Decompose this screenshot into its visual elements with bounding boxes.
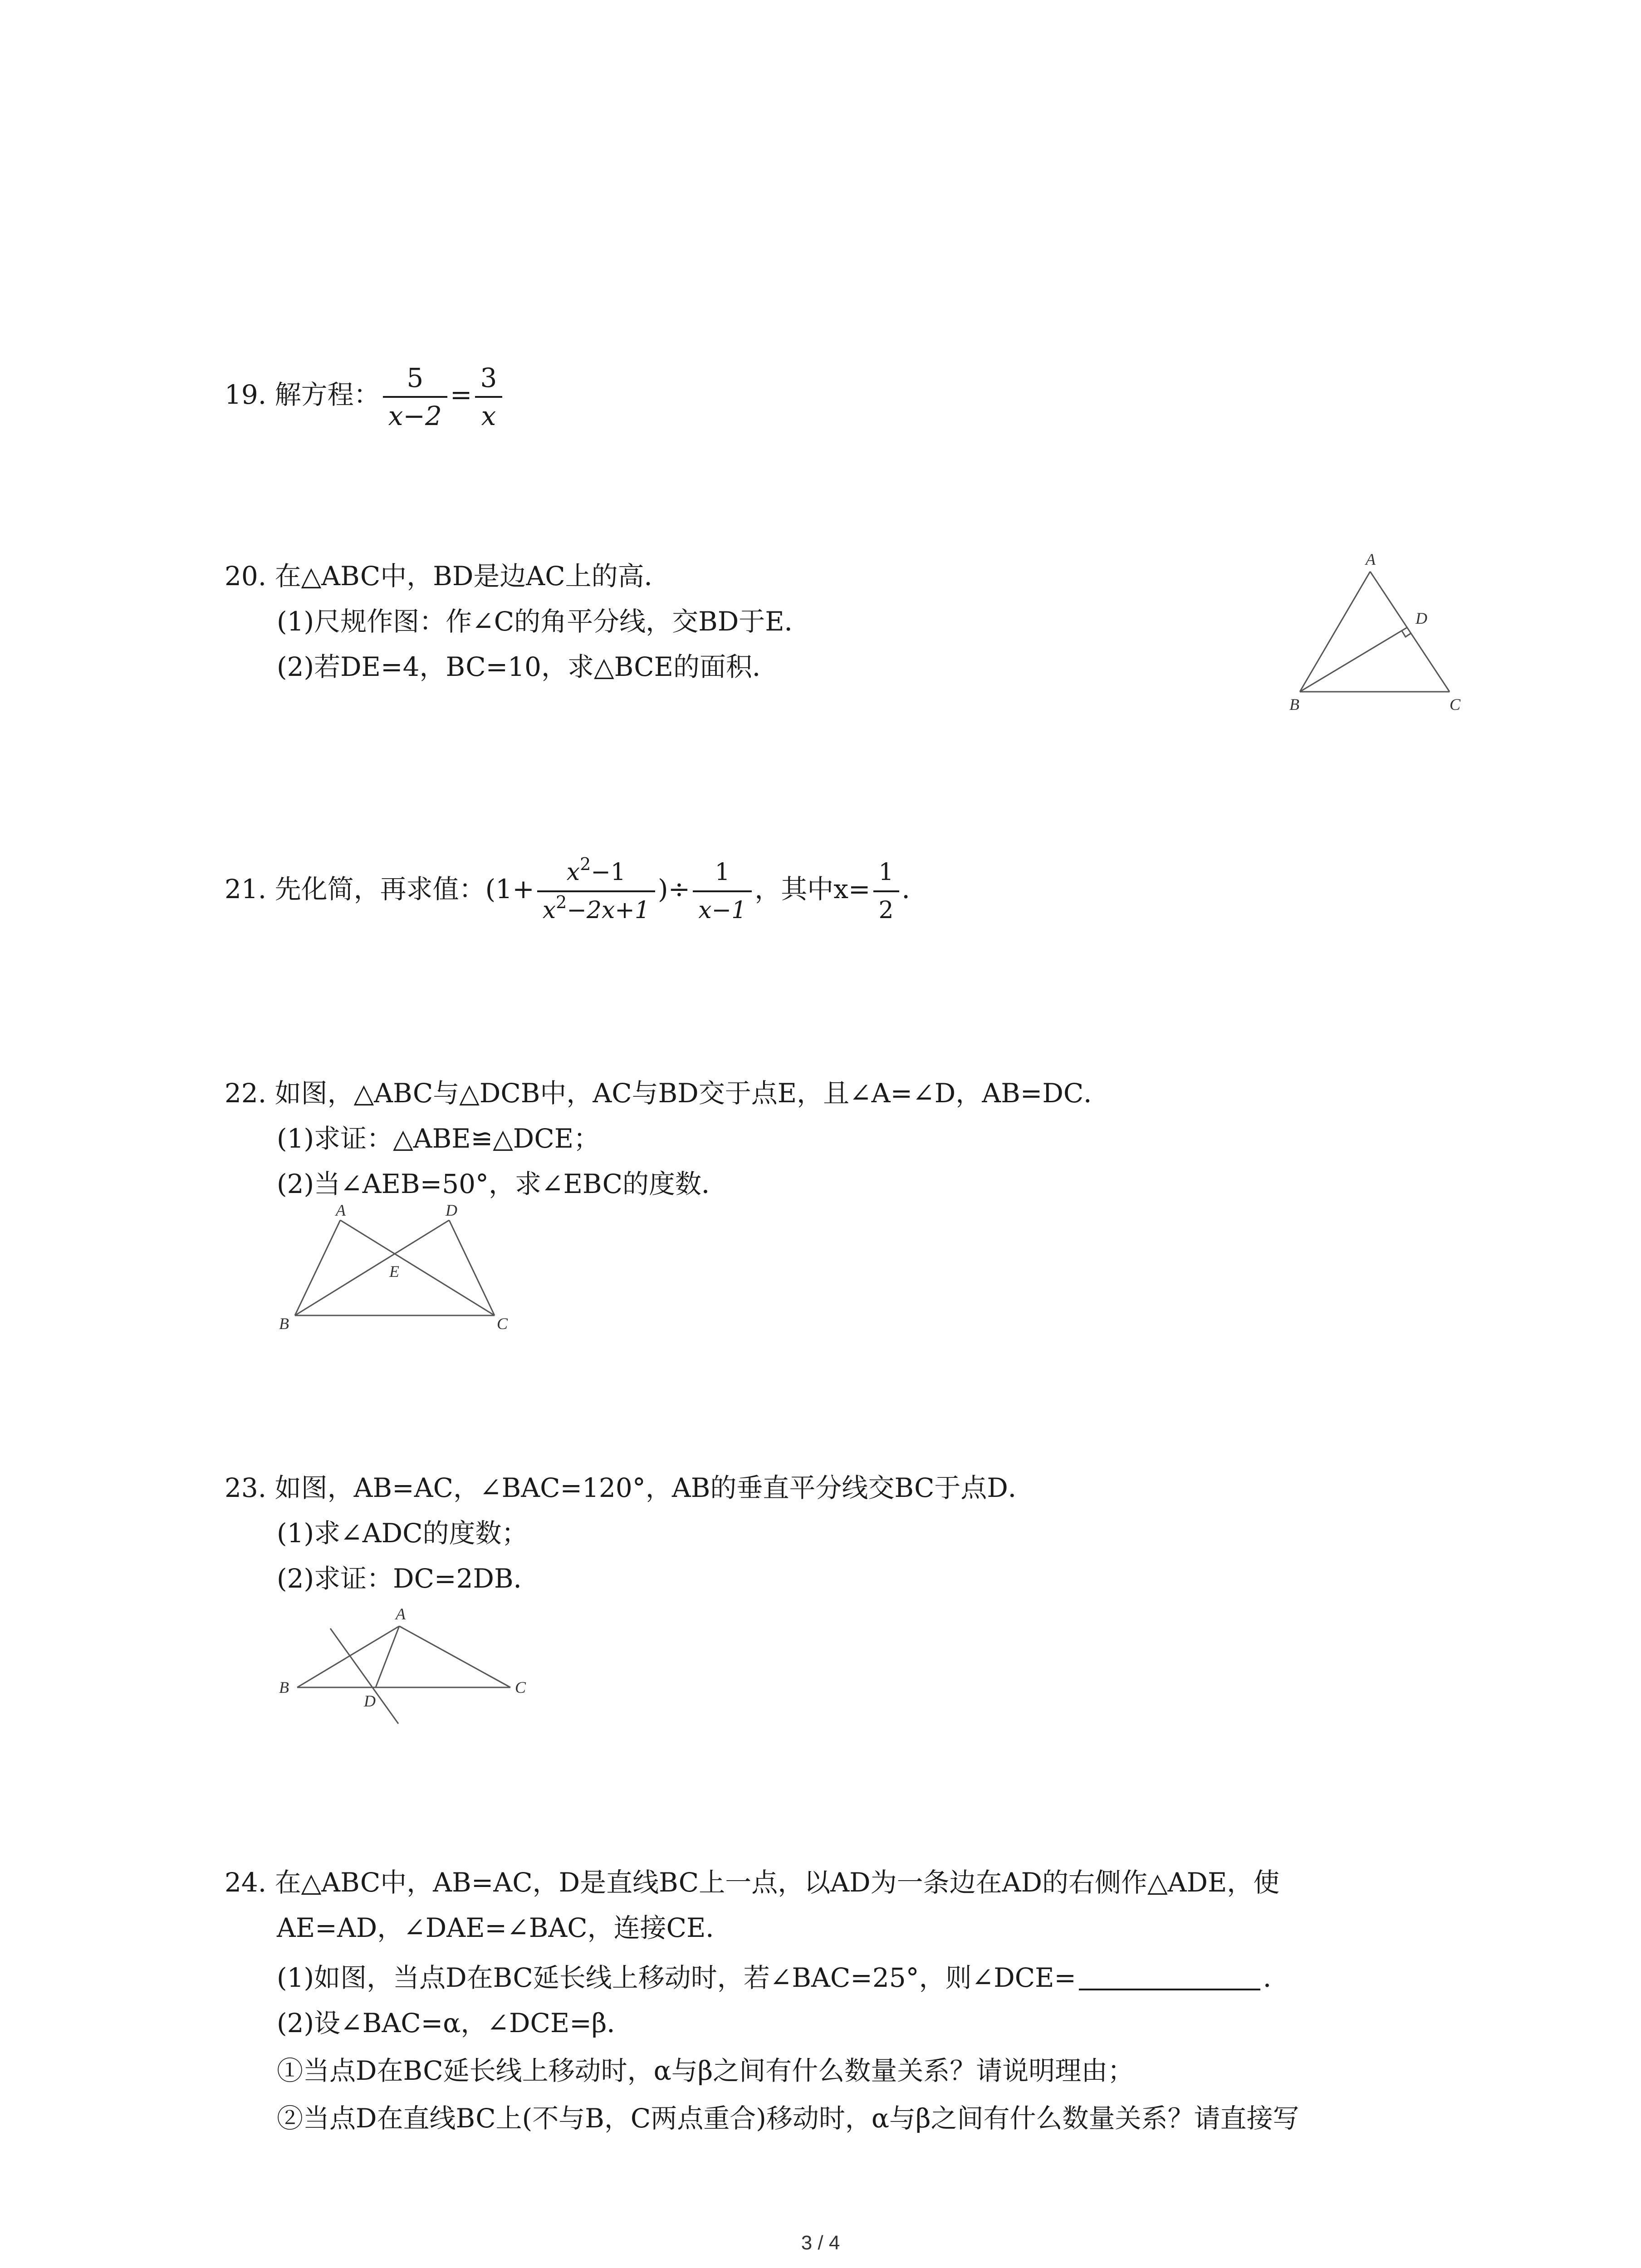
q20-label-d: D	[1416, 609, 1427, 627]
q22-label-e: E	[389, 1262, 399, 1281]
q20-edge-ca	[1370, 572, 1450, 692]
page-number: 3 / 4	[801, 2232, 840, 2254]
q24-answer-blank[interactable]	[1079, 1961, 1260, 1990]
q22-label-d: D	[446, 1201, 457, 1219]
q23-label-b: B	[279, 1678, 289, 1696]
q20-label-b: B	[1289, 695, 1299, 714]
q24-line-1: 24. 在△ABC中，AB=AC，D是直线BC上一点，以AD为一条边在AD的右侧作△ADE，使	[225, 1867, 1280, 1898]
q23-label-a: A	[396, 1605, 406, 1623]
q19-line: 19. 解方程： $\frac{5}{x-2}$ = $\frac{3}{x}$	[225, 358, 505, 431]
q22-line-3: (2)当∠AEB=50°，求∠EBC的度数．	[277, 1168, 728, 1199]
q20-label-c: C	[1450, 695, 1461, 714]
q24-line-3: (1)如图，当点D在BC延长线上移动时，若∠BAC=25°，则∠DCE= ．	[277, 1962, 1290, 1993]
q20-label-a: A	[1366, 550, 1376, 568]
q21-fraction-2: $\frac{1}{x-1}$	[693, 858, 752, 925]
q20-line-3: (2)若DE=4，BC=10，求△BCE的面积．	[277, 651, 779, 682]
q21-line: 21. 先化简，再求值：(1+ $\frac{x^2-1}{x^2-2x+1}$ )÷ $\frac{1}{x-1}$ ，其中x= $\frac{1}{2}$ ．	[225, 854, 928, 924]
q20-altitude-bd	[1300, 627, 1407, 692]
q19-fraction-2: $\frac{3}{x}$	[475, 363, 503, 430]
q22-label-c: C	[497, 1315, 508, 1333]
q22-label-a: A	[336, 1201, 346, 1219]
q20-edge-ab	[1300, 572, 1370, 692]
q23-line-2: (1)求∠ADC的度数；	[277, 1518, 528, 1549]
q23-edge-ac	[399, 1626, 510, 1687]
q20-figure	[1279, 544, 1470, 726]
q19-fraction-1: $\frac{5}{x-2}$	[383, 363, 447, 430]
q23-line-3: (2)求证：DC=2DB．	[277, 1563, 540, 1594]
q23-figure	[263, 1592, 544, 1728]
q24-line-4: (2)设∠BAC=α，∠DCE=β．	[277, 2008, 633, 2038]
q21-fraction-1: $\frac{x^2-1}{x^2-2x+1}$	[537, 858, 655, 925]
q19-prefix: 19. 解方程：	[225, 379, 380, 410]
q24-line-2: AE=AD，∠DAE=∠BAC，连接CE．	[277, 1912, 732, 1943]
q23-edge-ba	[297, 1626, 399, 1687]
q22-figure	[263, 1198, 544, 1343]
q21-fraction-3: $\frac{1}{2}$	[873, 858, 899, 925]
q24-line-6: ②当点D在直线BC上(不与B，C两点重合)移动时，α与β之间有什么数量关系？请直接写	[277, 2103, 1299, 2134]
q23-line-1: 23. 如图，AB=AC，∠BAC=120°，AB的垂直平分线交BC于点D．	[225, 1472, 1034, 1503]
q20-line-1: 20. 在△ABC中，BD是边AC上的高．	[225, 561, 671, 591]
q23-label-d: D	[364, 1692, 376, 1710]
q23-label-c: C	[515, 1678, 526, 1696]
q22-line-1: 22. 如图，△ABC与△DCB中，AC与BD交于点E，且∠A=∠D，AB=DC．	[225, 1078, 1110, 1109]
q20-line-2: (1)尺规作图：作∠C的角平分线，交BD于E．	[277, 606, 811, 637]
q24-line-5: ①当点D在BC延长线上移动时，α与β之间有什么数量关系？请说明理由；	[277, 2055, 1134, 2086]
q23-segment-ad	[376, 1626, 399, 1687]
q22-line-2: (1)求证：△ABE≌△DCE；	[277, 1123, 600, 1154]
q22-label-b: B	[279, 1315, 289, 1333]
